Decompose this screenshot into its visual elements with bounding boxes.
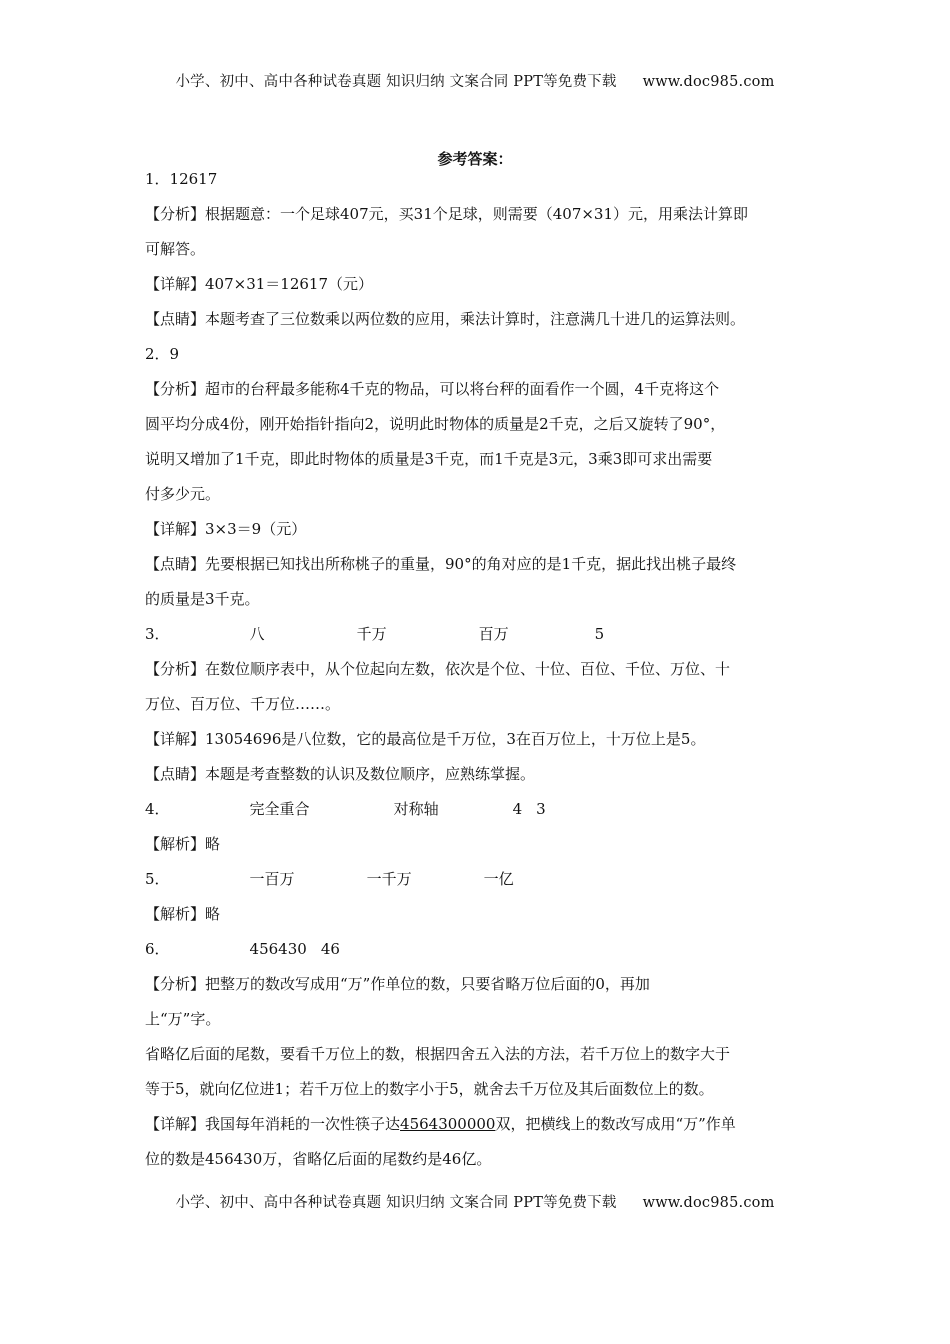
q3-answer xyxy=(145,625,810,660)
q5-answer xyxy=(145,870,810,905)
question-number: 5． xyxy=(145,870,170,888)
question-number: 3． xyxy=(145,625,170,643)
q2-analysis-line3: 说明又增加了1千克，即此时物体的质量是3千克，而1千克是3元，3乘3即可求出需要 xyxy=(145,450,713,468)
q3-answer-1: 八 xyxy=(249,625,265,643)
detail-tag: 【详解】 xyxy=(145,520,206,538)
q2-analysis-line1: 【分析】超市的台秤最多能称4千克的物品，可以将台秤的面看作一个圆，4千克将这个 xyxy=(145,380,720,398)
question-number: 4． xyxy=(145,800,170,818)
detail-tag: 【详解】 xyxy=(145,1115,206,1133)
q6-answer-2: 46 xyxy=(320,940,340,958)
q2-detail: 【详解】3×3＝9（元） xyxy=(145,520,307,538)
q5-jiexi: 【解析】略 xyxy=(145,905,221,923)
answer-content xyxy=(145,170,810,1185)
q6-analysis-line2: 上“万”字。 xyxy=(145,1010,221,1028)
q5-answer-2: 一千万 xyxy=(366,870,412,888)
q6-analysis-line1: 【分析】把整万的数改写成用“万”作单位的数，只要省略万位后面的0，再加 xyxy=(145,975,650,993)
q6-detail-line1: 【详解】我国每年消耗的一次性筷子达4564300000双，把横线上的数改写成用“万”作单 xyxy=(145,1115,736,1133)
q2-answer: 2．9 xyxy=(145,345,180,363)
q3-analysis-line2: 万位、百万位、千万位……。 xyxy=(145,695,341,713)
q4-answer xyxy=(145,800,810,835)
q6-answer xyxy=(145,940,810,975)
q1-analysis-line1: 【分析】根据题意：一个足球407元，买31个足球，则需要（407×31）元，用乘法计算即 xyxy=(145,205,749,223)
q4-answer-4: 3 xyxy=(536,800,546,818)
q1-detail: 【详解】407×31＝12617（元） xyxy=(145,275,374,293)
comment-tag: 【点睛】 xyxy=(145,555,206,573)
comment-tag: 【点睛】 xyxy=(145,765,206,783)
q4-answer-2: 对称轴 xyxy=(393,800,439,818)
analysis-tag: 【分析】 xyxy=(145,380,206,398)
q5-answer-1: 一百万 xyxy=(249,870,295,888)
q4-answer-3: 4 xyxy=(512,800,523,818)
page-title: 参考答案： xyxy=(437,150,513,168)
analysis-tag: 【分析】 xyxy=(145,660,206,678)
header-text: 小学、初中、高中各种试卷真题 知识归纳 文案合同 PPT等免费下载 xyxy=(175,74,617,90)
detail-tag: 【详解】 xyxy=(145,275,206,293)
q6-analysis-line3: 省略亿后面的尾数，要看千万位上的数，根据四舍五入法的方法，若千万位上的数字大于 xyxy=(145,1045,731,1063)
q3-detail: 【详解】13054696是八位数，它的最高位是千万位，3在百万位上，十万位上是5。 xyxy=(145,730,706,748)
q2-comment-line1: 【点睛】先要根据已知找出所称桃子的重量，90°的角对应的是1千克，据此找出桃子最终 xyxy=(145,555,737,573)
comment-tag: 【点睛】 xyxy=(145,310,206,328)
q1-comment: 【点睛】本题考查了三位数乘以两位数的应用，乘法计算时，注意满几十进几的运算法则。 xyxy=(145,310,746,328)
underlined-number: 4564300000 xyxy=(400,1115,496,1133)
q1-analysis-line2: 可解答。 xyxy=(145,240,206,258)
footer-text: 小学、初中、高中各种试卷真题 知识归纳 文案合同 PPT等免费下载 xyxy=(175,1195,617,1211)
q3-answer-2: 千万 xyxy=(356,625,387,643)
detail-tag: 【详解】 xyxy=(145,730,206,748)
page-header xyxy=(0,70,950,91)
q4-answer-1: 完全重合 xyxy=(249,800,310,818)
q2-analysis-line4: 付多少元。 xyxy=(145,485,221,503)
q5-answer-3: 一亿 xyxy=(483,870,514,888)
page-footer xyxy=(0,1191,950,1212)
jiexi-tag: 【解析】 xyxy=(145,835,206,853)
q3-answer-4: 5 xyxy=(594,625,605,643)
analysis-tag: 【分析】 xyxy=(145,975,206,993)
q3-comment: 【点睛】本题是考查整数的认识及数位顺序，应熟练掌握。 xyxy=(145,765,536,783)
q3-analysis-line1: 【分析】在数位顺序表中，从个位起向左数，依次是个位、十位、百位、千位、万位、十 xyxy=(145,660,731,678)
header-url: www.doc985.com xyxy=(642,74,775,90)
q6-detail-line2: 位的数是456430万，省略亿后面的尾数约是46亿。 xyxy=(145,1150,492,1168)
q4-jiexi: 【解析】略 xyxy=(145,835,221,853)
q6-analysis-line4: 等于5，就向亿位进1；若千万位上的数字小于5，就舍去千万位及其后面数位上的数。 xyxy=(145,1080,714,1098)
jiexi-tag: 【解析】 xyxy=(145,905,206,923)
q3-answer-3: 百万 xyxy=(478,625,509,643)
q2-comment-line2: 的质量是3千克。 xyxy=(145,590,260,608)
q6-answer-1: 456430 xyxy=(249,940,307,958)
question-number: 6． xyxy=(145,940,170,958)
analysis-tag: 【分析】 xyxy=(145,205,206,223)
footer-url: www.doc985.com xyxy=(642,1195,775,1211)
q1-answer: 1．12617 xyxy=(145,170,218,188)
q2-analysis-line2: 圆平均分成4份，刚开始指针指向2，说明此时物体的质量是2千克，之后又旋转了90°， xyxy=(145,415,726,433)
